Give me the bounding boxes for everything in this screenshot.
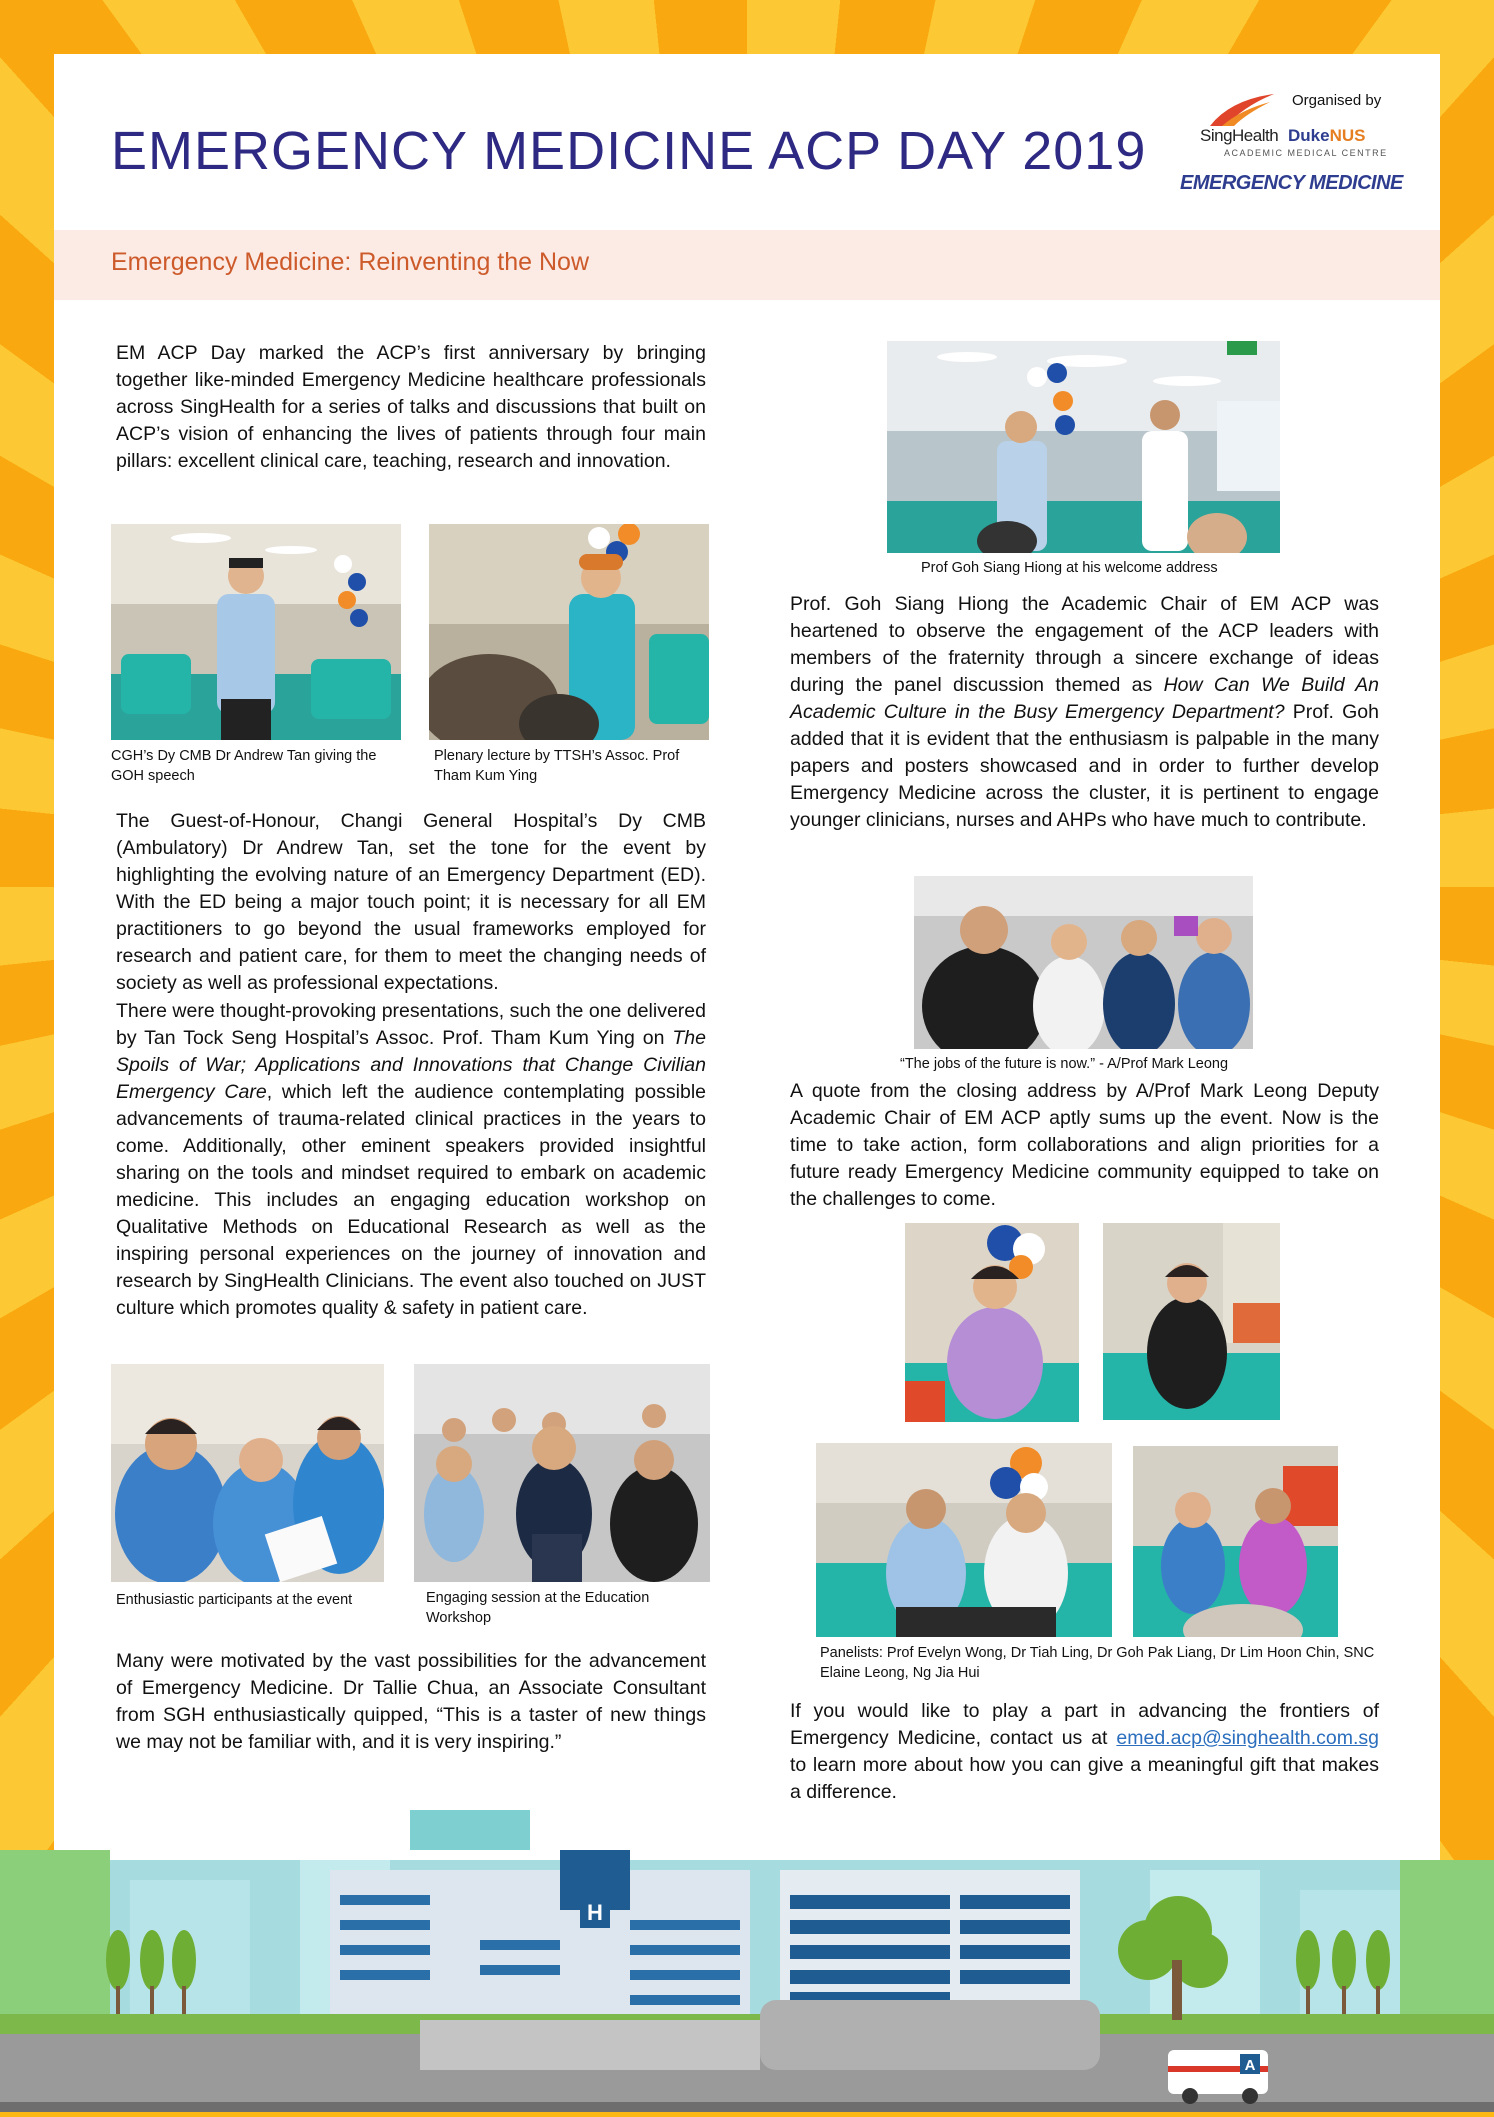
hospital-skyline-illustration xyxy=(0,1800,1494,2112)
singhealth-swoosh-icon xyxy=(1200,92,1280,128)
photo-participants-caption: Enthusiastic participants at the event xyxy=(116,1592,353,1608)
photo-education-workshop xyxy=(414,1364,710,1582)
photo-welcome-address xyxy=(887,341,1280,553)
amc-wordmark: ACADEMIC MEDICAL CENTRE xyxy=(1224,148,1388,158)
photo-panelists-5-6 xyxy=(1133,1446,1338,1637)
photo-jobs-of-future xyxy=(914,876,1253,1049)
photo-welcome-caption: Prof Goh Siang Hiong at his welcome address xyxy=(921,560,1218,576)
intro-paragraph: EM ACP Day marked the ACP’s first anniversary by bringing together like-minded Emergency Medicine healthcare professionals across SingHealth for a series of talks and discussions that built on ACP’s vision of enhancing the lives of patients through four main pillars: excellent clinical care, teaching, research and innovation. xyxy=(116,342,706,472)
photo-panelists-3-4 xyxy=(816,1443,1112,1637)
photo-panelist-1 xyxy=(905,1223,1079,1422)
photo-quote-caption: “The jobs of the future is now.” - A/Prof Mark Leong xyxy=(900,1056,1229,1072)
contact-email-link[interactable]: emed.acp@singhealth.com.sg xyxy=(1116,1727,1379,1749)
photo-goh-caption: CGH’s Dy CMB Dr Andrew Tan giving the GOH speech xyxy=(111,748,377,784)
organised-by-label: Organised by xyxy=(1292,92,1382,109)
dukenus-wordmark: DukeNUS xyxy=(1288,126,1366,145)
photo-plenary-lecture xyxy=(429,524,709,740)
presentations-paragraph: There were thought-provoking presentations, such the one delivered by Tan Tock Seng Hospital’s Assoc. Prof. Tham Kum Ying on The Spoils of War; Applications and Innovations that Change Civilian Emergency Care, which left the audience contemplating possible advancements of trauma-related clinical practices in the years to come. Additionally, other eminent speakers provided insightful sharing on the tools and mindset required to embark on academic medicine. This includes an engaging education workshop on Qualitative Methods on Educational Research as well as the inspiring personal experiences on the journey of innovation and research by SingHealth Clinicians. The event also touched on JUST culture which promotes quality & safety in patient care. xyxy=(116,1000,706,1319)
contact-paragraph: If you would like to play a part in advancing the frontiers of Emergency Medicine, contact us at emed.acp@singhealth.com.sg to learn more about how you can give a meaningful gift that makes a difference. xyxy=(790,1700,1379,1803)
panelists-caption: Panelists: Prof Evelyn Wong, Dr Tiah Ling, Dr Goh Pak Liang, Dr Lim Hoon Chin, SNC Elaine Leong, Ng Jia Hui xyxy=(820,1645,1375,1681)
singhealth-wordmark: SingHealth xyxy=(1200,126,1279,145)
organiser-logo xyxy=(1180,92,1403,202)
academic-chair-paragraph: Prof. Goh Siang Hiong the Academic Chair of EM ACP was heartened to observe the engagement of the ACP leaders with members of the fraternity through a sincere exchange of ideas during the panel discussion themed as How Can We Build An Academic Culture in the Busy Emergency Department? Prof. Goh added that it is evident that the enthusiasm is palpable in the many papers and posters showcased and in order to further develop Emergency Medicine across the cluster, it is pertinent to engage younger clinicians, nurses and AHPs who have much to contribute. xyxy=(790,593,1379,831)
photo-goh-speech xyxy=(111,524,401,740)
subtitle: Emergency Medicine: Reinventing the Now xyxy=(111,248,590,276)
photo-plenary-caption: Plenary lecture by TTSH’s Assoc. Prof Tham Kum Ying xyxy=(434,748,680,784)
guest-of-honour-paragraph: The Guest-of-Honour, Changi General Hospital’s Dy CMB (Ambulatory) Dr Andrew Tan, set the tone for the event by highlighting the evolving nature of an Emergency Department (ED). With the ED being a major touch point; it is necessary for all EM practitioners to go beyond the usual frameworks employed for research and patient care, for them to meet the changing needs of society as well as professional expectations. xyxy=(116,810,706,994)
page-title: EMERGENCY MEDICINE ACP DAY 2019 xyxy=(111,121,1147,182)
closing-address-paragraph: A quote from the closing address by A/Prof Mark Leong Deputy Academic Chair of EM ACP aptly sums up the event. Now is the time to take action, form collaborations and align priorities for a future ready Emergency Medicine community equipped to take on the challenges to come. xyxy=(790,1080,1379,1210)
photo-workshop-caption: Engaging session at the Education Workshop xyxy=(426,1590,650,1626)
em-wordmark: EMERGENCY MEDICINE xyxy=(1180,172,1403,194)
hospital-h-sign: H xyxy=(587,1900,603,1925)
photo-enthusiastic-participants xyxy=(111,1364,384,1582)
photo-panelist-2 xyxy=(1103,1223,1280,1420)
closing-paragraph: Many were motivated by the vast possibilities for the advancement of Emergency Medicine. Dr Tallie Chua, an Associate Consultant from SGH enthusiastically quipped, “This is a taster of new things we may not be familiar with, and it is very inspiring.” xyxy=(116,1650,706,1753)
ambulance-a-sign: A xyxy=(1244,2057,1256,2074)
